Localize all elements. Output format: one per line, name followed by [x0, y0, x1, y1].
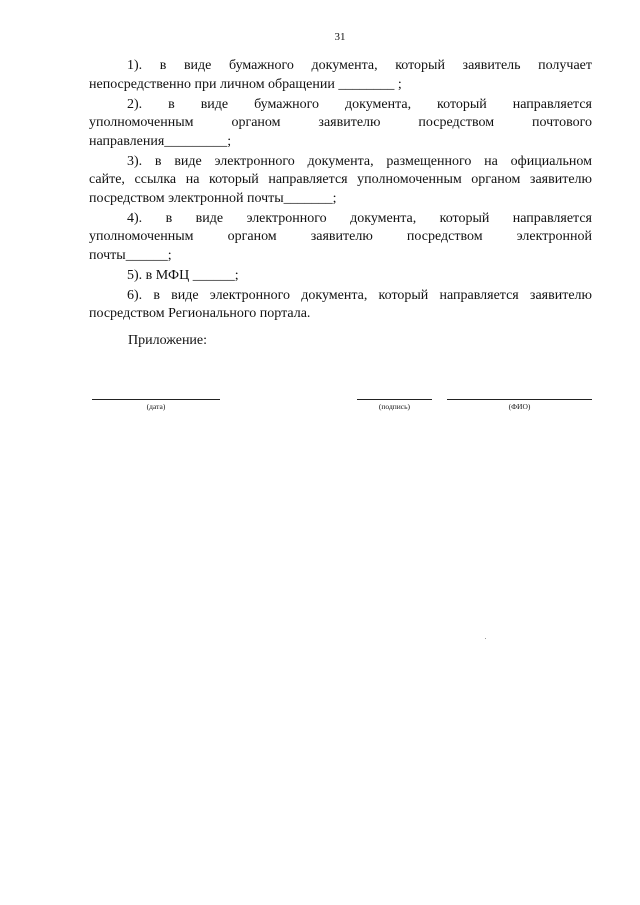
option-5-line-1: 5). в МФЦ ______; [127, 267, 239, 283]
option-6-line-2: посредством Регионального портала. [89, 306, 311, 321]
page-number: 31 [334, 31, 346, 43]
option-2-line-2: уполномоченным органом заявителю посредством почтового [89, 115, 592, 130]
sign-caption: (подпись) [378, 402, 411, 411]
fio-caption: (ФИО) [508, 402, 531, 411]
option-6-line-1: 6). в виде электронного документа, который направляется заявителю [127, 287, 592, 303]
option-item-4 [89, 210, 592, 266]
scan-speck [485, 638, 486, 639]
option-item-2 [89, 96, 592, 152]
option-2-line-3: направления_________; [89, 133, 232, 149]
option-1-line-1: 1). в виде бумажного документа, который заявитель получает [127, 58, 592, 73]
option-4-line-2: уполномоченным органом заявителю посредством электронной [89, 229, 592, 244]
date-signature-line [92, 399, 220, 400]
option-2-line-1: 2). в виде бумажного документа, который направляется [127, 96, 592, 112]
option-3-line-2: сайте, ссылка на который направляется уполномоченным органом заявителю [89, 172, 592, 187]
option-item-3 [89, 153, 592, 209]
sign-signature-line [357, 399, 432, 400]
option-3-line-1: 3). в виде электронного документа, размещенного на официальном [127, 153, 592, 169]
option-3-line-3: посредством электронной почты_______; [89, 190, 337, 206]
option-4-line-3: почты______; [89, 247, 172, 263]
delivery-options-list [89, 57, 592, 325]
option-4-line-1: 4). в виде электронного документа, который направляется [127, 210, 592, 226]
date-caption: (дата) [146, 402, 166, 411]
option-1-line-2: непосредственно при личном обращении ________ ; [89, 76, 402, 92]
appendix-label: Приложение: [128, 333, 208, 348]
fio-signature-line [447, 399, 592, 400]
option-item-1 [89, 57, 592, 94]
option-item-5 [89, 267, 592, 286]
option-item-6 [89, 287, 592, 324]
